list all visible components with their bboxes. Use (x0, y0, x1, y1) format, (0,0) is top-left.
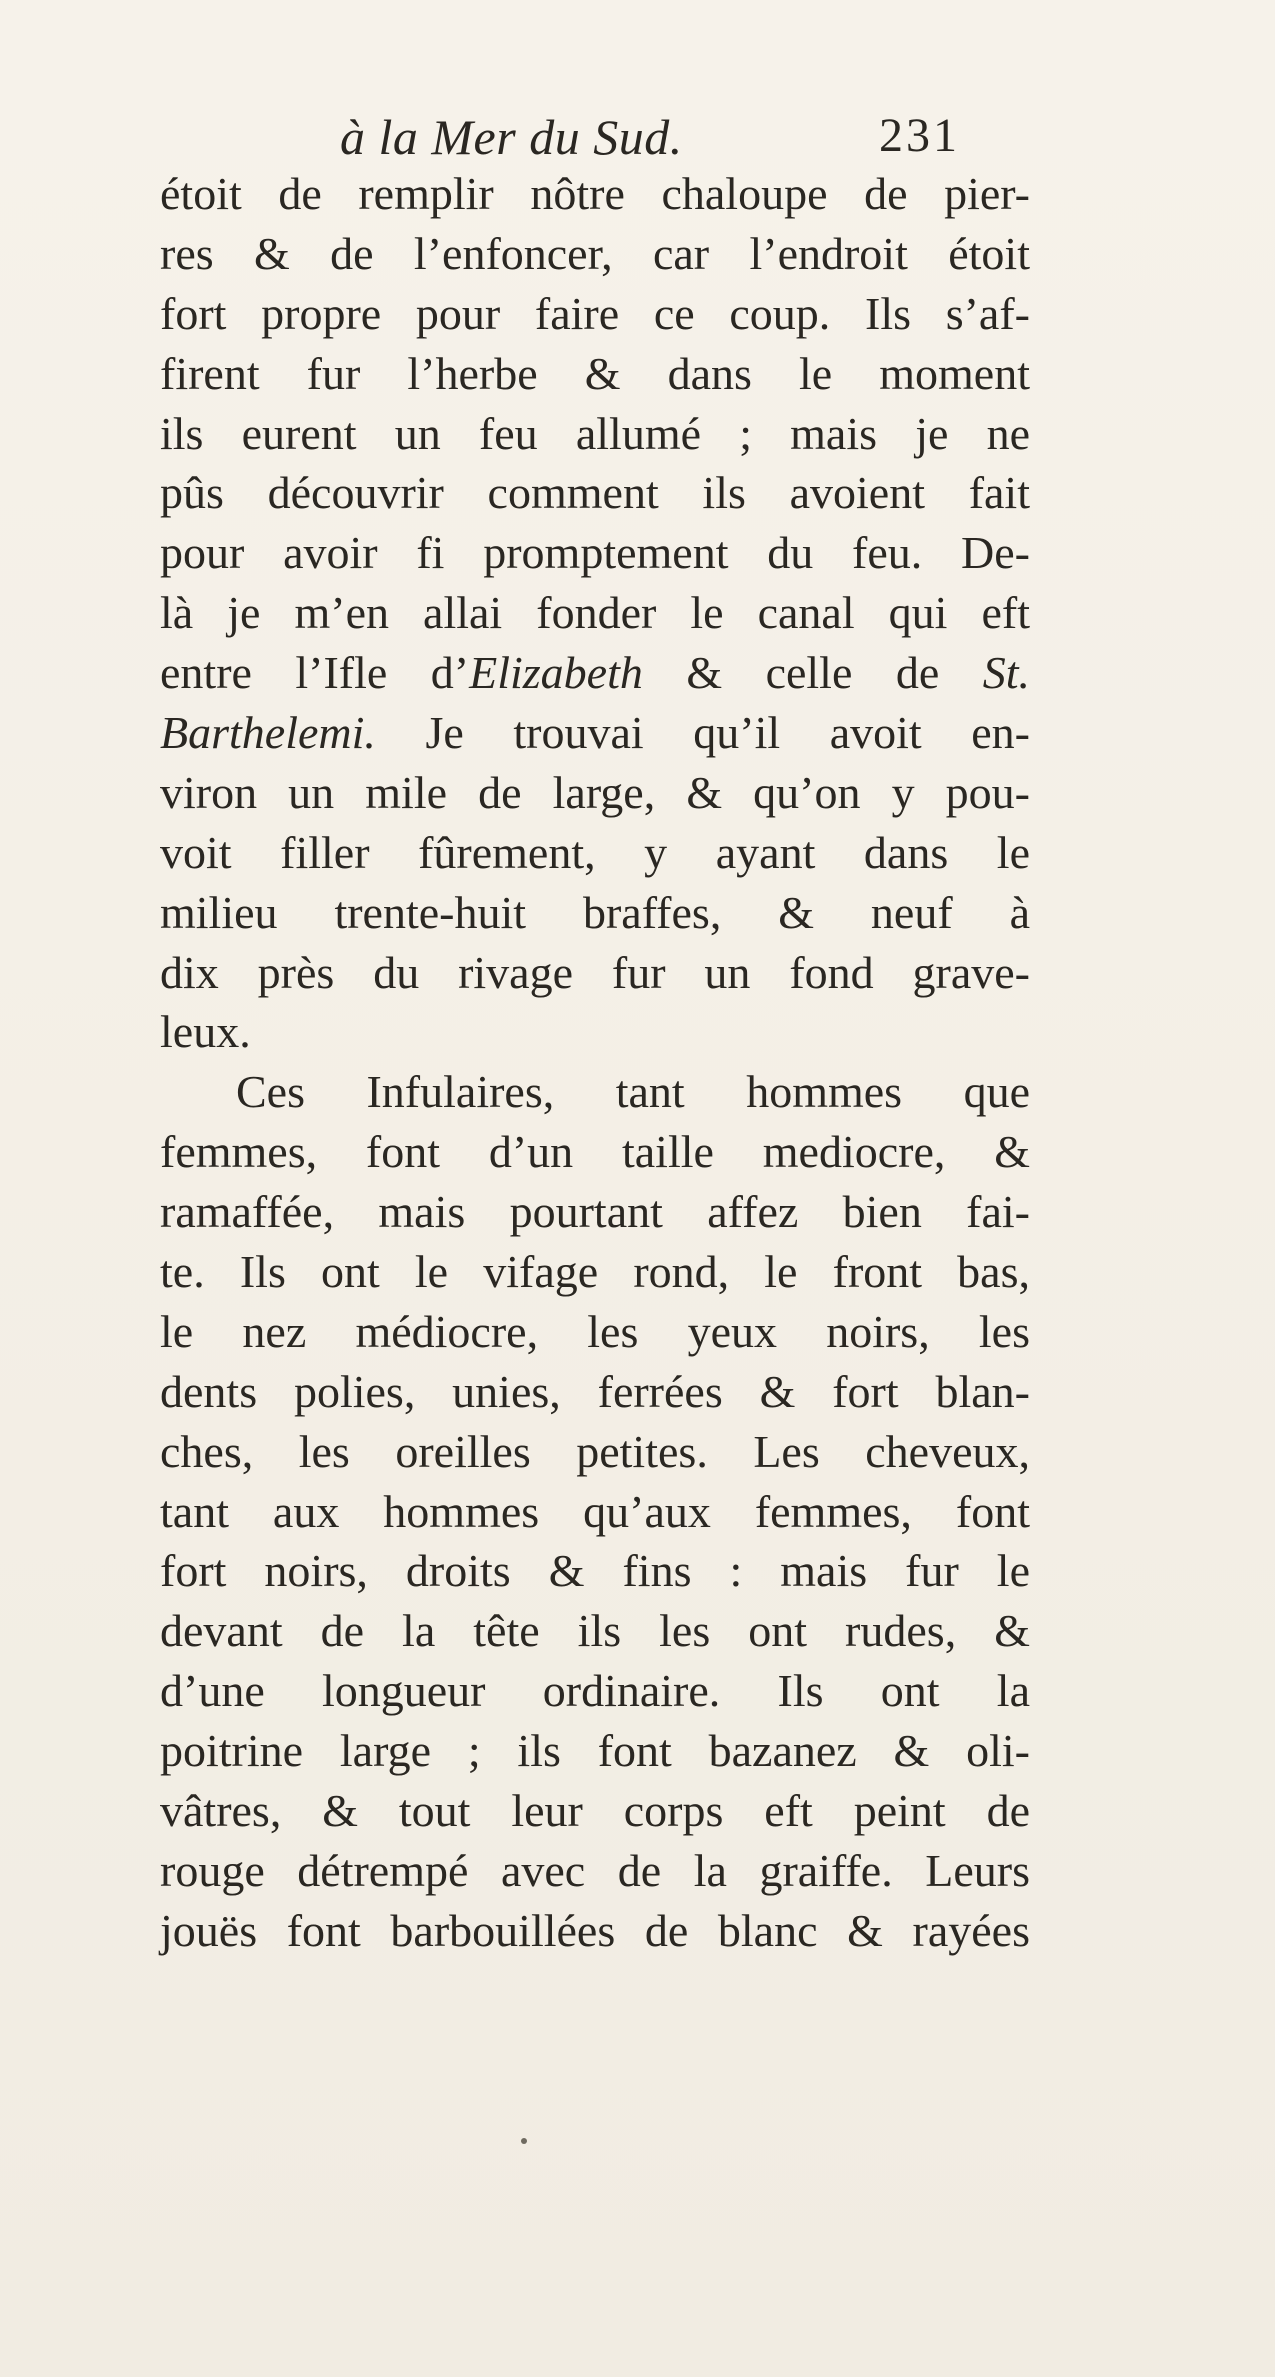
text-line: d’une longueur ordinaire. Ils ont la (160, 1665, 1030, 1717)
text-line: jouës font barbouillées de blanc & rayées (160, 1904, 1030, 1956)
text-line: voit filler fûrement, y ayant dans le (160, 826, 1030, 878)
text-line: dents polies, unies, ferrées & fort blan- (160, 1365, 1030, 1417)
running-head (340, 108, 960, 168)
text-line: ches, les oreilles petites. Les cheveux, (160, 1425, 1030, 1477)
page-number: 231 (879, 109, 960, 162)
text-line: là je m’en allai fonder le canal qui eft (160, 587, 1030, 639)
paragraph-start-line: Ces Infulaires, tant hommes que (236, 1066, 1030, 1118)
text-line: rouge détrempé avec de la graiffe. Leurs (160, 1844, 1030, 1896)
text-line: devant de la tête ils les ont rudes, & (160, 1605, 1030, 1657)
text-line: femmes, font d’un taille mediocre, & (160, 1126, 1030, 1178)
text-line: milieu trente-huit braffes, & neuf à (160, 886, 1030, 938)
text-line: vâtres, & tout leur corps eft peint de (160, 1785, 1030, 1837)
text-line: dix près du rivage fur un fond grave- (160, 946, 1030, 998)
text-line: ils eurent un feu allumé ; mais je ne (160, 407, 1030, 459)
text-line: res & de l’enfoncer, car l’endroit étoit (160, 227, 1030, 279)
text-line: le nez médiocre, les yeux noirs, les (160, 1305, 1030, 1357)
text-line: entre l’Ifle d’Elizabeth & celle de St. (160, 647, 1030, 699)
text-line: ramaffée, mais pourtant affez bien fai- (160, 1186, 1030, 1238)
ink-speck (521, 2138, 527, 2144)
text-line: fort noirs, droits & fins : mais fur le (160, 1545, 1030, 1597)
text-line: te. Ils ont le vifage rond, le front bas, (160, 1246, 1030, 1298)
body-text (160, 164, 1030, 1961)
running-title: à la Mer du Sud. (340, 109, 683, 165)
text-line: fort propre pour faire ce coup. Ils s’af- (160, 287, 1030, 339)
text-line: pûs découvrir comment ils avoient fait (160, 467, 1030, 519)
text-line: leux. (160, 1006, 251, 1058)
text-line: viron un mile de large, & qu’on y pou- (160, 766, 1030, 818)
text-line: pour avoir fi promptement du feu. De- (160, 527, 1030, 579)
text-line: Barthelemi. Je trouvai qu’il avoit en- (160, 707, 1030, 759)
text-line: firent fur l’herbe & dans le moment (160, 347, 1030, 399)
text-line: étoit de remplir nôtre chaloupe de pier- (160, 168, 1030, 219)
text-line: poitrine large ; ils font bazanez & oli- (160, 1725, 1030, 1777)
text-line: tant aux hommes qu’aux femmes, font (160, 1485, 1030, 1537)
